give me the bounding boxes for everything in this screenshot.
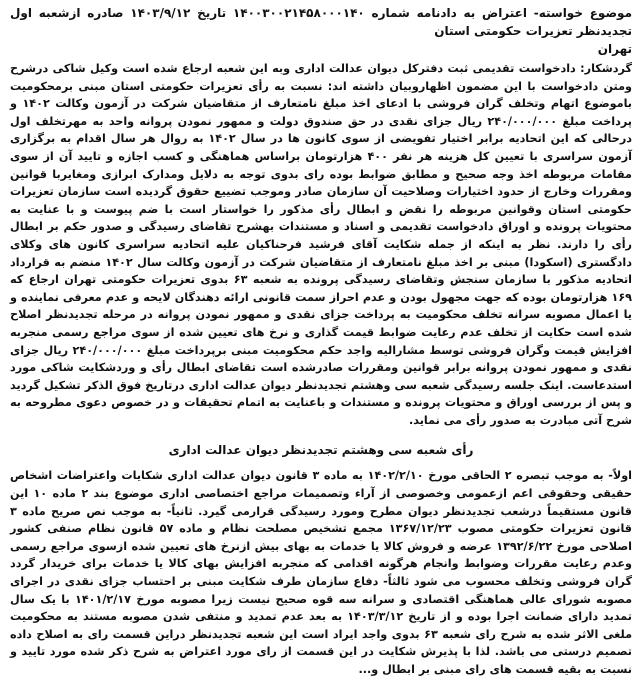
ruling-title: رأی شعبه سی وهشتم تجدیدنظر دیوان عدالت اداری [168, 443, 474, 458]
subject-line [10, 4, 632, 58]
subject-text: موضوع خواسته- اعتراض به دادنامه شماره ۱۴۰۰۳۰۰۲۱۴۵۸۰۰۰۱۴۰ تاریخ ۱۴۰۳/۹/۱۲ صادره ازشعبه اول تجدیدنظر تعزیرات حکومتی استان [10, 6, 633, 38]
ruling-paragraph: اولاً- به موجب تبصره ۲ الحاقی مورخ ۱۴۰۲/۲/۱۰ به ماده ۳ قانون دیوان عدالت اداری شکایات واعتراضات اشخاص حقیقی وحقوقی اعم ازعمومی وخصوصی از آراء وتصمیمات مراجع اختصاصی اداری موضوع بند ۲ ماده ۱۰ این قانون مستقیماً درشعب تجدیدنظر دیوان مطرح ومورد رسیدگی قرارمی گیرد. ثانیاً- به موجب نص صریح ماده ۳ قانون تعزیرات حکومتی مصوب ۱۳۶۷/۱۲/۲۳ مجمع تشخیص مصلحت نظام و ماده ۵۷ قانون نظام صنفی کشور اصلاحی مورخ ۱۳۹۲/۶/۲۲ عرضه و فروش کالا یا خدمات به بهای بیش ازنرخ های تعیین شده ازسوی مراجع رسمی وعدم رعایت مقررات وضوابط وانجام هرگونه اقدامی که منجربه افزایش بهای کالا یا خدمات برای خریدار گردد گران فروشی وتخلف محسوب می شود ثالثاً- دفاع سازمان طرف شکایت مبنی بر احتساب جزای نقدی در اجرای مصوبه شورای عالی هماهنگی اقتصادی و سرانه سه قوه صحیح نیست زیرا مصوبه مورخ ۱۴۰۱/۲/۱۷ با یک سال تمدید دارای ضمانت اجرا بوده و از تاریخ ۱۴۰۳/۳/۱۲ به بعد عدم تمدید و منتفی شدن مصوبه مستند به محکومیت ملغی الاثر شده به شرح رای شعبه ۶۳ بدوی واجد ایراد است این شعبه تجدیدنظر دراین قسمت رای به اصلاح داده تصمیم درستی می باشد. لذا با پذیرش شکایت در این قسمت از رای مورد اعتراض به شرح ذکر شده مورد تایید و نسبت به بقیه قسمت های رای مبنی بر ابطال و... [10, 469, 633, 676]
subject-tail: تهران [597, 42, 632, 56]
summary-paragraph: گردشکار: دادخواست تقدیمی ثبت دفترکل دیوان عدالت اداری وبه این شعبه ارجاع شده است وکیل شاکی درشرح ومتن دادخواست با این مضمون اظهاروبیان داشته اند: نسبت به رأی تعزیرات حکومتی استان مبنی برمحکومیت باموضوع اتهام وتخلف گران فروشی با ادعای اخذ مبلغ نامتعارف از متقاضیان شرکت در آزمون وکالت ۱۴۰۲ و پرداخت مبلغ ۲۴۰/۰۰۰/۰۰۰ ریال جزای نقدی در حق صندوق دولت و ممهور نمودن پروانه واحد به مهرتخلف اول درحالی که این اتحادیه برابر اختیار تفویضی از سوی کانون ها در سال ۱۴۰۲ به روال هر سال اقدام به برگزاری آزمون سراسری با تعیین کل هزینه هر نفر ۴۰۰ هزارتومان براساس هماهنگی و کسب اجازه و تایید آن از سوی مقامات مربوطه اخذ وجه صحیح و مطابق ضوابط بوده رای بدوی توجه به دلایل ومدارک ابرازی ومغایربا قوانین ومقررات وخارج از حدود اختیارات وصلاحیت آن سازمان صادر وموجب تضییع حقوق گردیده است سازمان تعزیرات حکومتی استان وقوانین مربوطه را نقض و ابطال رأی مذکور را خواستار است با ضم پیوست و با عنایت به محتویات پرونده و اوراق دادخواست تقدیمی و اسناد و مستندات بهشرح تقاضای رسیدگی و صدور حکم بر ابطال رأی را دارند. نظر به اینکه از جمله شکایت آقای فرشید فرحناکیان علیه اتحادیه سراسری کانون های وکلای دادگستری (اسکودا) مبنی بر اخذ مبلغ نامتعارف از متقاضیان شرکت در آزمون وکالت سال ۱۴۰۲ منضم به قرارداد اتحادیه مذکور با سازمان سنجش وتقاضای رسیدگی پرونده به شعبه ۶۳ بدوی تعزیرات حکومتی تهران ارجاع که ۱۶۹ هزارتومان بوده که جهت مجهول بودن و عدم احراز سمت قانونی ارائه دهندگان لایحه و عدم معرفی نماینده و یا اعمال مصوبه سرانه تخلف محکومیت به پرداخت جزای نقدی و ممهور نمودن پروانه در مرحله تجدیدنظر اصلاح شده است حکایت از تخلف عدم رعایت ضوابط قیمت گذاری و نرخ های تعیین شده از سوی مراجع رسمی منجربه افزایش قیمت وگران فروشی توسط مشارالیه واجد حکم محکومیت مبنی برپرداخت مبلغ ۲۴۰/۰۰۰/۰۰۰ ریال جزای نقدی و ممهور نمودن پروانه برابر قوانین ومقررات صادرشده است تقاضای ابطال رأی و وردشکایت شاکی مورد استدعاست. اینک جلسه رسیدگی شعبه سی وهشتم تجدیدنظر دیوان عدالت اداری درتاریخ فوق الذکر تشکیل گردید و پس از بررسی اوراق و محتویات پرونده و مستندات و باعنایت به اتمام تحقیقات و در خصوص دعوی مطروحه به شرح آتی مبادرت به صدور رأی می نماید. [10, 62, 632, 427]
